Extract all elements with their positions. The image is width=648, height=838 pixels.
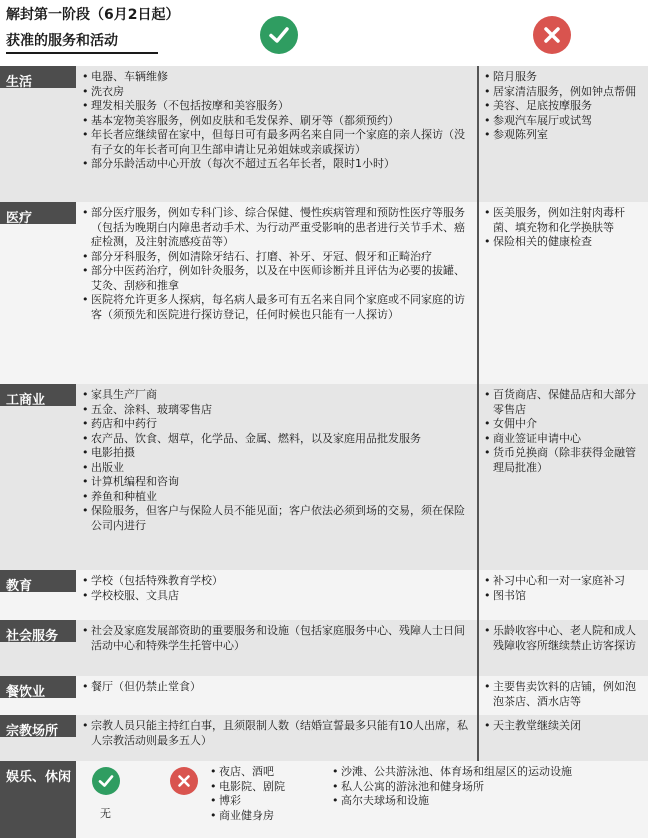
list-item: • 部分乐龄活动中心开放（每次不超过五名年长者，限时1小时） bbox=[82, 157, 472, 172]
list-item: • 医美服务，例如注射肉毒杆菌、填充物和化学换肤等 bbox=[484, 206, 644, 235]
list-item: • 居家清洁服务，例如钟点帮佣 bbox=[484, 85, 644, 100]
list-item: • 学校（包括特殊教育学校） bbox=[82, 574, 472, 589]
list-item: • 博彩 bbox=[210, 794, 330, 809]
column-divider bbox=[477, 620, 479, 676]
column-divider bbox=[477, 715, 479, 761]
column-divider bbox=[477, 66, 479, 202]
list-item: • 出版业 bbox=[82, 461, 472, 476]
allowed-list bbox=[82, 719, 472, 748]
list-item: • 夜店、酒吧 bbox=[210, 765, 330, 780]
table-row bbox=[0, 66, 648, 202]
allowed-list bbox=[82, 70, 472, 172]
list-item: • 参观汽车展厅或试驾 bbox=[484, 114, 644, 129]
list-item: • 电影拍摄 bbox=[82, 446, 472, 461]
table-row bbox=[0, 202, 648, 384]
list-item: • 基本宠物美容服务，例如皮肤和毛发保养、刷牙等（都须预约） bbox=[82, 114, 472, 129]
list-item: • 主要售卖饮料的店铺，例如泡泡茶店、酒水店等 bbox=[484, 680, 644, 709]
not-allowed-list bbox=[484, 388, 644, 475]
cross-icon bbox=[533, 16, 571, 54]
allowed-list bbox=[82, 624, 472, 653]
list-item: • 图书馆 bbox=[484, 589, 644, 604]
category-label: 餐饮业 bbox=[0, 676, 76, 698]
table-row bbox=[0, 620, 648, 676]
not-allowed-list bbox=[484, 719, 644, 734]
cross-icon bbox=[170, 767, 198, 795]
not-allowed-list bbox=[210, 765, 330, 823]
list-item: • 计算机编程和咨询 bbox=[82, 475, 472, 490]
checkmark-icon bbox=[92, 767, 120, 795]
list-item: • 医院将允许更多人探病，每名病人最多可有五名来自同个家庭或不同家庭的访客（须预先和医院进行探访登记，任何时候也只能有一人探访） bbox=[82, 293, 472, 322]
allowed-list bbox=[82, 206, 472, 322]
list-item: • 商业健身房 bbox=[210, 809, 330, 824]
column-divider bbox=[477, 202, 479, 384]
list-item: • 沙滩、公共游泳池、体育场和组屋区的运动设施 bbox=[332, 765, 644, 780]
checkmark-icon bbox=[260, 16, 298, 54]
table-row bbox=[0, 570, 648, 620]
category-label: 社会服务 bbox=[0, 620, 76, 642]
list-item: • 保险服务，但客户与保险人员不能见面；客户依法必须到场的交易，须在保险公司内进行 bbox=[82, 504, 472, 533]
table-row bbox=[0, 715, 648, 761]
list-item: • 乐龄收容中心、老人院和成人残障收容所继续禁止访客探访 bbox=[484, 624, 644, 653]
not-allowed-list bbox=[484, 574, 644, 603]
column-divider bbox=[477, 384, 479, 570]
category-label: 娱乐、休闲 bbox=[0, 761, 76, 838]
list-item: • 农产品、饮食、烟草，化学品、金属、燃料，以及家庭用品批发服务 bbox=[82, 432, 472, 447]
list-item: • 补习中心和一对一家庭补习 bbox=[484, 574, 644, 589]
allowed-list bbox=[82, 574, 472, 603]
column-divider bbox=[477, 676, 479, 715]
category-label: 医疗 bbox=[0, 202, 76, 224]
list-item: • 美容、足底按摩服务 bbox=[484, 99, 644, 114]
allowed-list bbox=[82, 388, 472, 533]
list-item: • 五金、涂料、玻璃零售店 bbox=[82, 403, 472, 418]
list-item: • 部分医疗服务，例如专科门诊、综合保健、慢性疾病管理和预防性医疗等服务（包括为晚期白内障患者动手术、为行动严重受影响的患者进行关节手术、癌症检测，及注射流感疫苗等） bbox=[82, 206, 472, 250]
list-item: • 社会及家庭发展部资助的重要服务和设施（包括家庭服务中心、残障人士日间活动中心和特殊学生托管中心） bbox=[82, 624, 472, 653]
list-item: • 部分牙科服务，例如清除牙结石、打磨、补牙、牙冠、假牙和正畸治疗 bbox=[82, 250, 472, 265]
table-row-entertainment bbox=[0, 761, 648, 838]
page-subtitle: 获准的服务和活动 bbox=[6, 33, 118, 49]
list-item: • 电影院、剧院 bbox=[210, 780, 330, 795]
list-item: • 女佣中介 bbox=[484, 417, 644, 432]
list-item: • 高尔夫球场和设施 bbox=[332, 794, 644, 809]
list-item: • 货币兑换商（除非获得金融管理局批准） bbox=[484, 446, 644, 475]
list-item: • 家具生产厂商 bbox=[82, 388, 472, 403]
list-item: • 天主教堂继续关闭 bbox=[484, 719, 644, 734]
list-item: • 洗衣房 bbox=[82, 85, 472, 100]
allowed-none: 无 bbox=[100, 807, 111, 820]
list-item: • 理发相关服务（不包括按摩和美容服务） bbox=[82, 99, 472, 114]
table-row bbox=[0, 676, 648, 715]
list-item: • 参观陈列室 bbox=[484, 128, 644, 143]
list-item: • 百货商店、保健品店和大部分零售店 bbox=[484, 388, 644, 417]
list-item: • 餐厅（但仍禁止堂食） bbox=[82, 680, 472, 695]
page-title: 解封第一阶段（6月2日起） bbox=[6, 7, 180, 23]
list-item: • 学校校服、文具店 bbox=[82, 589, 472, 604]
category-label: 宗教场所 bbox=[0, 715, 76, 737]
header bbox=[0, 0, 648, 64]
list-item: • 部分中医药治疗，例如针灸服务，以及在中医师诊断并且评估为必要的拔罐、艾灸、刮痧和推拿 bbox=[82, 264, 472, 293]
allowed-list bbox=[82, 680, 472, 695]
list-item: • 年长者应继续留在家中，但每日可有最多两名来自同一个家庭的亲人探访（没有子女的年长者可向卫生部申请让兄弟姐妹或亲戚探访） bbox=[82, 128, 472, 157]
list-item: • 电器、车辆维修 bbox=[82, 70, 472, 85]
not-allowed-list bbox=[484, 680, 644, 709]
title-underline bbox=[6, 52, 158, 54]
not-allowed-list bbox=[484, 206, 644, 250]
category-label: 生活 bbox=[0, 66, 76, 88]
list-item: • 私人公寓的游泳池和健身场所 bbox=[332, 780, 644, 795]
category-label: 工商业 bbox=[0, 384, 76, 406]
not-allowed-list bbox=[484, 624, 644, 653]
column-divider bbox=[477, 570, 479, 620]
table-row bbox=[0, 384, 648, 570]
category-label: 教育 bbox=[0, 570, 76, 592]
list-item: • 药店和中药行 bbox=[82, 417, 472, 432]
list-item: • 陪月服务 bbox=[484, 70, 644, 85]
list-item: • 养鱼和种植业 bbox=[82, 490, 472, 505]
not-allowed-list bbox=[332, 765, 644, 809]
list-item: • 商业签证申请中心 bbox=[484, 432, 644, 447]
list-item: • 宗教人员只能主持红白事，且须限制人数（结婚宣誓最多只能有10人出席，私人宗教活动则最多五人） bbox=[82, 719, 472, 748]
list-item: • 保险相关的健康检查 bbox=[484, 235, 644, 250]
not-allowed-list bbox=[484, 70, 644, 143]
